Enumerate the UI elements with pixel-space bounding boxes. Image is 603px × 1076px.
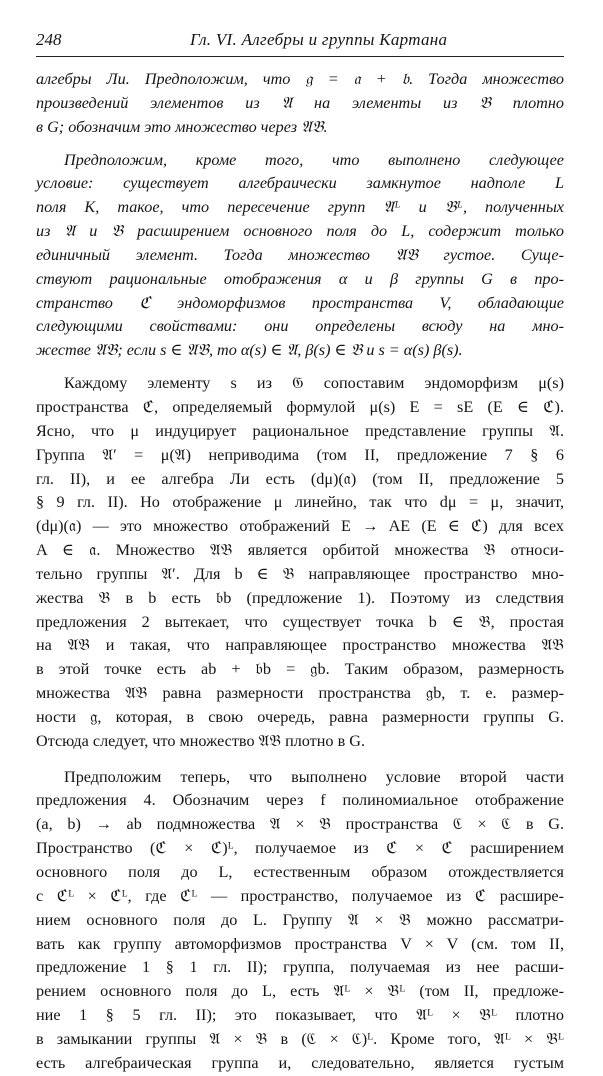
text-line: (dμ)(𝔞) — это множество отображений E → AE (E ∈ ℭ) для всех	[36, 517, 564, 536]
running-header	[36, 30, 564, 56]
text-line: ние 1 § 5 гл. II); это показывает, что 𝔄ᴸ × 𝔅ᴸ плотно	[36, 1006, 564, 1025]
text-line: в G; обозначим это множество через 𝔄𝔅.	[36, 117, 328, 136]
text-line: есть алгебраическая группа и, следовательно, является густым	[36, 1053, 564, 1072]
text-line: ствуют рациональные отображения α и β группы G в про-	[36, 269, 564, 288]
text-line: Группа 𝔄′ = μ(𝔄) неприводима (том II, предложение 7 § 6	[36, 445, 564, 464]
text-line: рением основного поля до L, есть 𝔄ᴸ × 𝔅ᴸ (том II, предложе-	[36, 982, 564, 1001]
text-line: следующими свойствами: они определены всюду на мно-	[36, 317, 564, 336]
text-line: Предположим, кроме того, что выполнено следующее	[64, 150, 564, 169]
page-number: 248	[36, 30, 62, 49]
text-line: вать как группу автоморфизмов пространства V × V (см. том II,	[36, 934, 564, 953]
text-line: Каждому элементу s из 𝔊 сопоставим эндоморфизм μ(s)	[64, 374, 564, 393]
text-line: пространства ℭ, определяемый формулой μ(s) E = sE (E ∈ ℭ).	[36, 397, 564, 416]
text-line: A ∈ 𝔞. Множество 𝔄𝔅 является орбитой множества 𝔅 относи-	[36, 541, 564, 560]
text-line: из 𝔄 и 𝔅 расширением основного поля до L, содержит только	[36, 222, 564, 241]
text-line: алгебры Ли. Предположим, что 𝔤 = 𝔞 + 𝔟. Тогда множество	[36, 70, 564, 88]
text-line: множества 𝔄𝔅 равна размерности пространства 𝔤b, т. е. размер-	[36, 684, 564, 703]
text-line: Отсюда следует, что множество 𝔄𝔅 плотно в G.	[36, 731, 365, 750]
text-line: тельно группы 𝔄′. Для b ∈ 𝔅 направляющее пространство мно-	[36, 564, 564, 583]
paragraph-gap	[36, 140, 564, 149]
text-line: Ясно, что μ индуцирует рациональное представление группы 𝔄.	[36, 421, 564, 440]
paragraph-gap	[36, 754, 564, 766]
header-rule	[36, 56, 564, 57]
text-line: в этой точке есть ab + 𝔟b = 𝔤b. Таким образом, размерность	[36, 660, 564, 679]
paragraph	[36, 372, 564, 754]
text-line: странство ℭ эндоморфизмов пространства V, обладающие	[36, 293, 564, 312]
text-line: предложения 4. Обозначим через f полиномиальное отображение	[36, 791, 564, 810]
paragraph-gap	[36, 363, 564, 372]
text-line: Предположим теперь, что выполнено условие второй части	[64, 767, 564, 786]
text-line: произведений элементов из 𝔄 на элементы из 𝔅 плотно	[36, 93, 564, 112]
running-title: Гл. VI. Алгебры и группы Картана	[190, 30, 448, 49]
text-line: ности 𝔤, которая, в свою очередь, равна размерности группы G.	[36, 707, 564, 726]
page-body	[36, 68, 564, 1076]
text-line: предложения 2 вытекает, что существует точка b ∈ 𝔅, простая	[36, 612, 564, 631]
text-line: предложение 1 § 1 гл. II); группа, получаемая из нее расши-	[36, 958, 564, 977]
text-line: с ℭᴸ × ℭᴸ, где ℭᴸ — пространство, получаемое из ℭ расшире-	[36, 886, 564, 905]
paragraph	[36, 149, 564, 364]
text-line: жестве 𝔄𝔅; если s ∈ 𝔄𝔅, то α(s) ∈ 𝔄, β(s) ∈ 𝔅 и s = α(s) β(s).	[36, 341, 463, 360]
text-line: Пространство (ℭ × ℭ)ᴸ, получаемое из ℭ × ℭ расширением	[36, 839, 564, 858]
text-line: гл. II), и ее алгебра Ли есть (dμ)(𝔞) (том II, предложение 5	[36, 469, 564, 488]
text-line: § 9 гл. II). Но отображение μ линейно, так что dμ = μ, значит,	[36, 493, 564, 512]
text-line: единичный элемент. Тогда множество 𝔄𝔅 густое. Суще-	[36, 245, 564, 264]
text-line: нием основного поля до L. Группу 𝔄 × 𝔅 можно рассматри-	[36, 910, 564, 929]
text-line: в замыкании группы 𝔄 × 𝔅 в (ℭ × ℭ)ᴸ. Кроме того, 𝔄ᴸ × 𝔅ᴸ	[36, 1029, 564, 1048]
text-line: (a, b) → ab подмножества 𝔄 × 𝔅 пространства ℭ × ℭ в G.	[36, 815, 564, 834]
text-line: жества 𝔅 в b есть 𝔟b (предложение 1). Поэтому из следствия	[36, 588, 564, 607]
paragraph	[36, 68, 564, 140]
text-line: поля K, такое, что пересечение групп 𝔄ᴸ и 𝔅ᴸ, полученных	[36, 198, 564, 217]
text-line: условие: существует алгебраически замкнутое надполе L	[36, 174, 564, 193]
text-line: на 𝔄𝔅 и такая, что направляющее пространство множества 𝔄𝔅	[36, 636, 564, 655]
paragraph	[36, 766, 564, 1076]
text-line: основного поля до L, естественным образом отождествляется	[36, 863, 564, 881]
